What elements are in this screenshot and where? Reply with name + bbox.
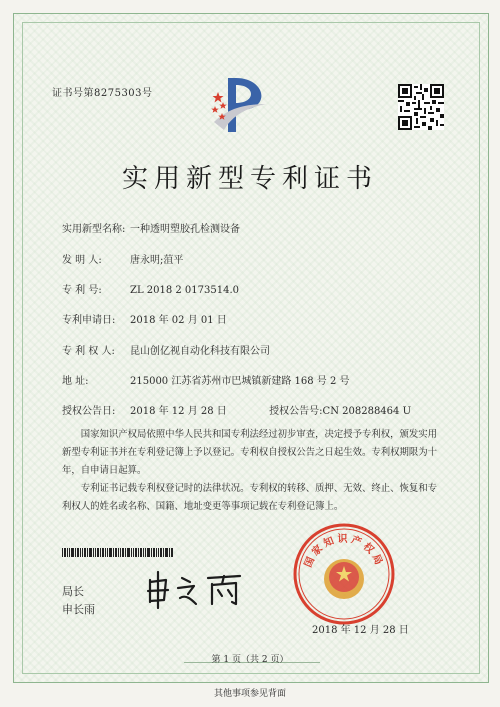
grant-number-label: 授权公告号: xyxy=(269,406,323,417)
footer-note: 其他事项参见背面 xyxy=(213,689,286,699)
field-patentee xyxy=(62,342,270,357)
barcode-icon xyxy=(62,548,174,557)
seal-text: 国家知识产权局 xyxy=(303,534,385,570)
field-value: 215000 江苏省苏州市巴城镇新建路 168 号 2 号 xyxy=(130,376,350,387)
field-grant-date xyxy=(62,402,411,417)
field-inventor xyxy=(62,251,183,266)
field-application-date xyxy=(62,311,227,326)
field-label: 专 利 权 人: xyxy=(62,346,115,357)
field-patent-number xyxy=(62,281,239,296)
director-name: 申长雨 xyxy=(62,603,95,616)
field-utility-model-name xyxy=(62,220,240,235)
qr-code-icon xyxy=(398,84,444,130)
director-signature xyxy=(144,570,264,610)
grant-number-value: CN 208288464 U xyxy=(322,406,411,417)
certificate-number: 证书号第8275303号 xyxy=(52,88,153,99)
page-number: 第 1 页（共 2 页） xyxy=(211,655,289,665)
field-label: 专利申请日: xyxy=(62,315,116,326)
seal-date: 2018 年 12 月 28 日 xyxy=(312,625,409,636)
cnipa-logo-icon xyxy=(206,70,276,140)
director-title: 局长 xyxy=(62,585,84,598)
legal-status-paragraph: 专利证书记载专利权登记时的法律状况。专利权的转移、质押、无效、终止、恢复和专利权人的姓名或名称、国籍、地址变更等事项记载在专利登记簿上。 xyxy=(62,483,438,512)
grant-paragraph: 国家知识产权局依照中华人民共和国专利法经过初步审查，决定授予专利权，颁发实用新型专利证书并在专利登记簿上予以登记。专利权自授权公告之日起生效。专利权期限为十年，自申请日起算。 xyxy=(62,429,438,476)
field-value: 唐永明;菹平 xyxy=(130,255,184,266)
field-value: 2018 年 02 月 01 日 xyxy=(130,315,227,326)
field-value: 一种透明塑胶孔检测设备 xyxy=(130,224,240,235)
field-label: 地 址: xyxy=(62,376,89,387)
field-value: 昆山创亿视自动化科技有限公司 xyxy=(130,346,270,357)
document-title: 实用新型专利证书 xyxy=(121,164,378,194)
field-label: 实用新型名称: xyxy=(62,224,126,235)
field-value: ZL 2018 2 0173514.0 xyxy=(130,285,240,296)
field-address xyxy=(62,372,350,387)
field-label: 专 利 号: xyxy=(62,285,102,296)
field-label: 发 明 人: xyxy=(62,255,102,266)
field-value: 2018 年 12 月 28 日 xyxy=(130,406,227,417)
field-label: 授权公告日: xyxy=(62,406,116,417)
official-seal-icon xyxy=(292,522,396,626)
